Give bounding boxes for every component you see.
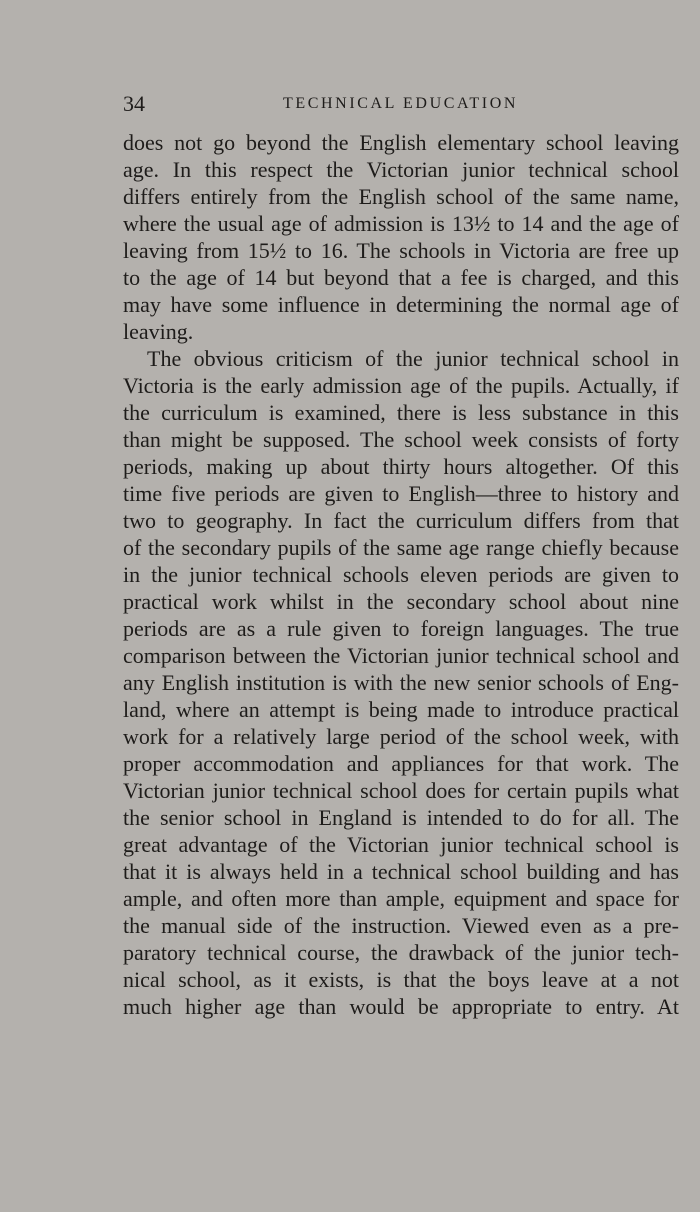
text-line: work for a relatively large period of the school week, with <box>123 724 679 749</box>
text-line: to the age of 14 but beyond that a fee is charged, and this <box>123 265 679 290</box>
text-line: leaving from 15½ to 16. The schools in Victoria are free up <box>123 238 679 263</box>
running-title: TECHNICAL EDUCATION <box>283 95 519 112</box>
text-line: where the usual age of admission is 13½ to 14 and the age of <box>123 211 679 236</box>
text-line: differs entirely from the English school of the same name, <box>123 184 679 209</box>
text-line: any English institution is with the new senior schools of Eng- <box>123 670 679 695</box>
text-line: much higher age than would be appropriate to entry. At <box>123 994 679 1019</box>
text-line: Victorian junior technical school does for certain pupils what <box>123 778 679 803</box>
text-line: than might be supposed. The school week consists of forty <box>123 427 679 452</box>
text-line: Victoria is the early admission age of the pupils. Actually, if <box>123 373 679 398</box>
paragraph <box>123 345 679 1020</box>
text-line: ample, and often more than ample, equipment and space for <box>123 886 679 911</box>
text-line: land, where an attempt is being made to introduce practical <box>123 697 679 722</box>
text-line: practical work whilst in the secondary school about nine <box>123 589 679 614</box>
text-line: the manual side of the instruction. Viewed even as a pre- <box>123 913 679 938</box>
paragraph <box>123 129 679 345</box>
text-line: in the junior technical schools eleven periods are given to <box>123 562 679 587</box>
text-line: proper accommodation and appliances for that work. The <box>123 751 679 776</box>
text-line: The obvious criticism of the junior technical school in <box>147 346 679 371</box>
text-line: nical school, as it exists, is that the boys leave at a not <box>123 967 679 992</box>
text-line: two to geography. In fact the curriculum differs from that <box>123 508 679 533</box>
text-line: paratory technical course, the drawback of the junior tech- <box>123 940 679 965</box>
text-line: leaving. <box>123 319 194 344</box>
body-text <box>123 129 679 1020</box>
page-number: 34 <box>123 91 145 116</box>
text-line: the curriculum is examined, there is less substance in this <box>123 400 679 425</box>
text-line: that it is always held in a technical school building and has <box>123 859 679 884</box>
text-line: may have some influence in determining the normal age of <box>123 292 679 317</box>
text-line: time five periods are given to English—three to history and <box>123 481 679 506</box>
text-line: great advantage of the Victorian junior technical school is <box>123 832 679 857</box>
running-head <box>123 90 679 118</box>
text-line: of the secondary pupils of the same age range chiefly because <box>123 535 679 560</box>
text-line: periods are as a rule given to foreign languages. The true <box>123 616 679 641</box>
text-line: age. In this respect the Victorian junior technical school <box>123 157 679 182</box>
text-line: comparison between the Victorian junior technical school and <box>123 643 679 668</box>
text-line: periods, making up about thirty hours altogether. Of this <box>123 454 679 479</box>
text-line: does not go beyond the English elementary school leaving <box>123 130 679 155</box>
text-line: the senior school in England is intended to do for all. The <box>123 805 679 830</box>
